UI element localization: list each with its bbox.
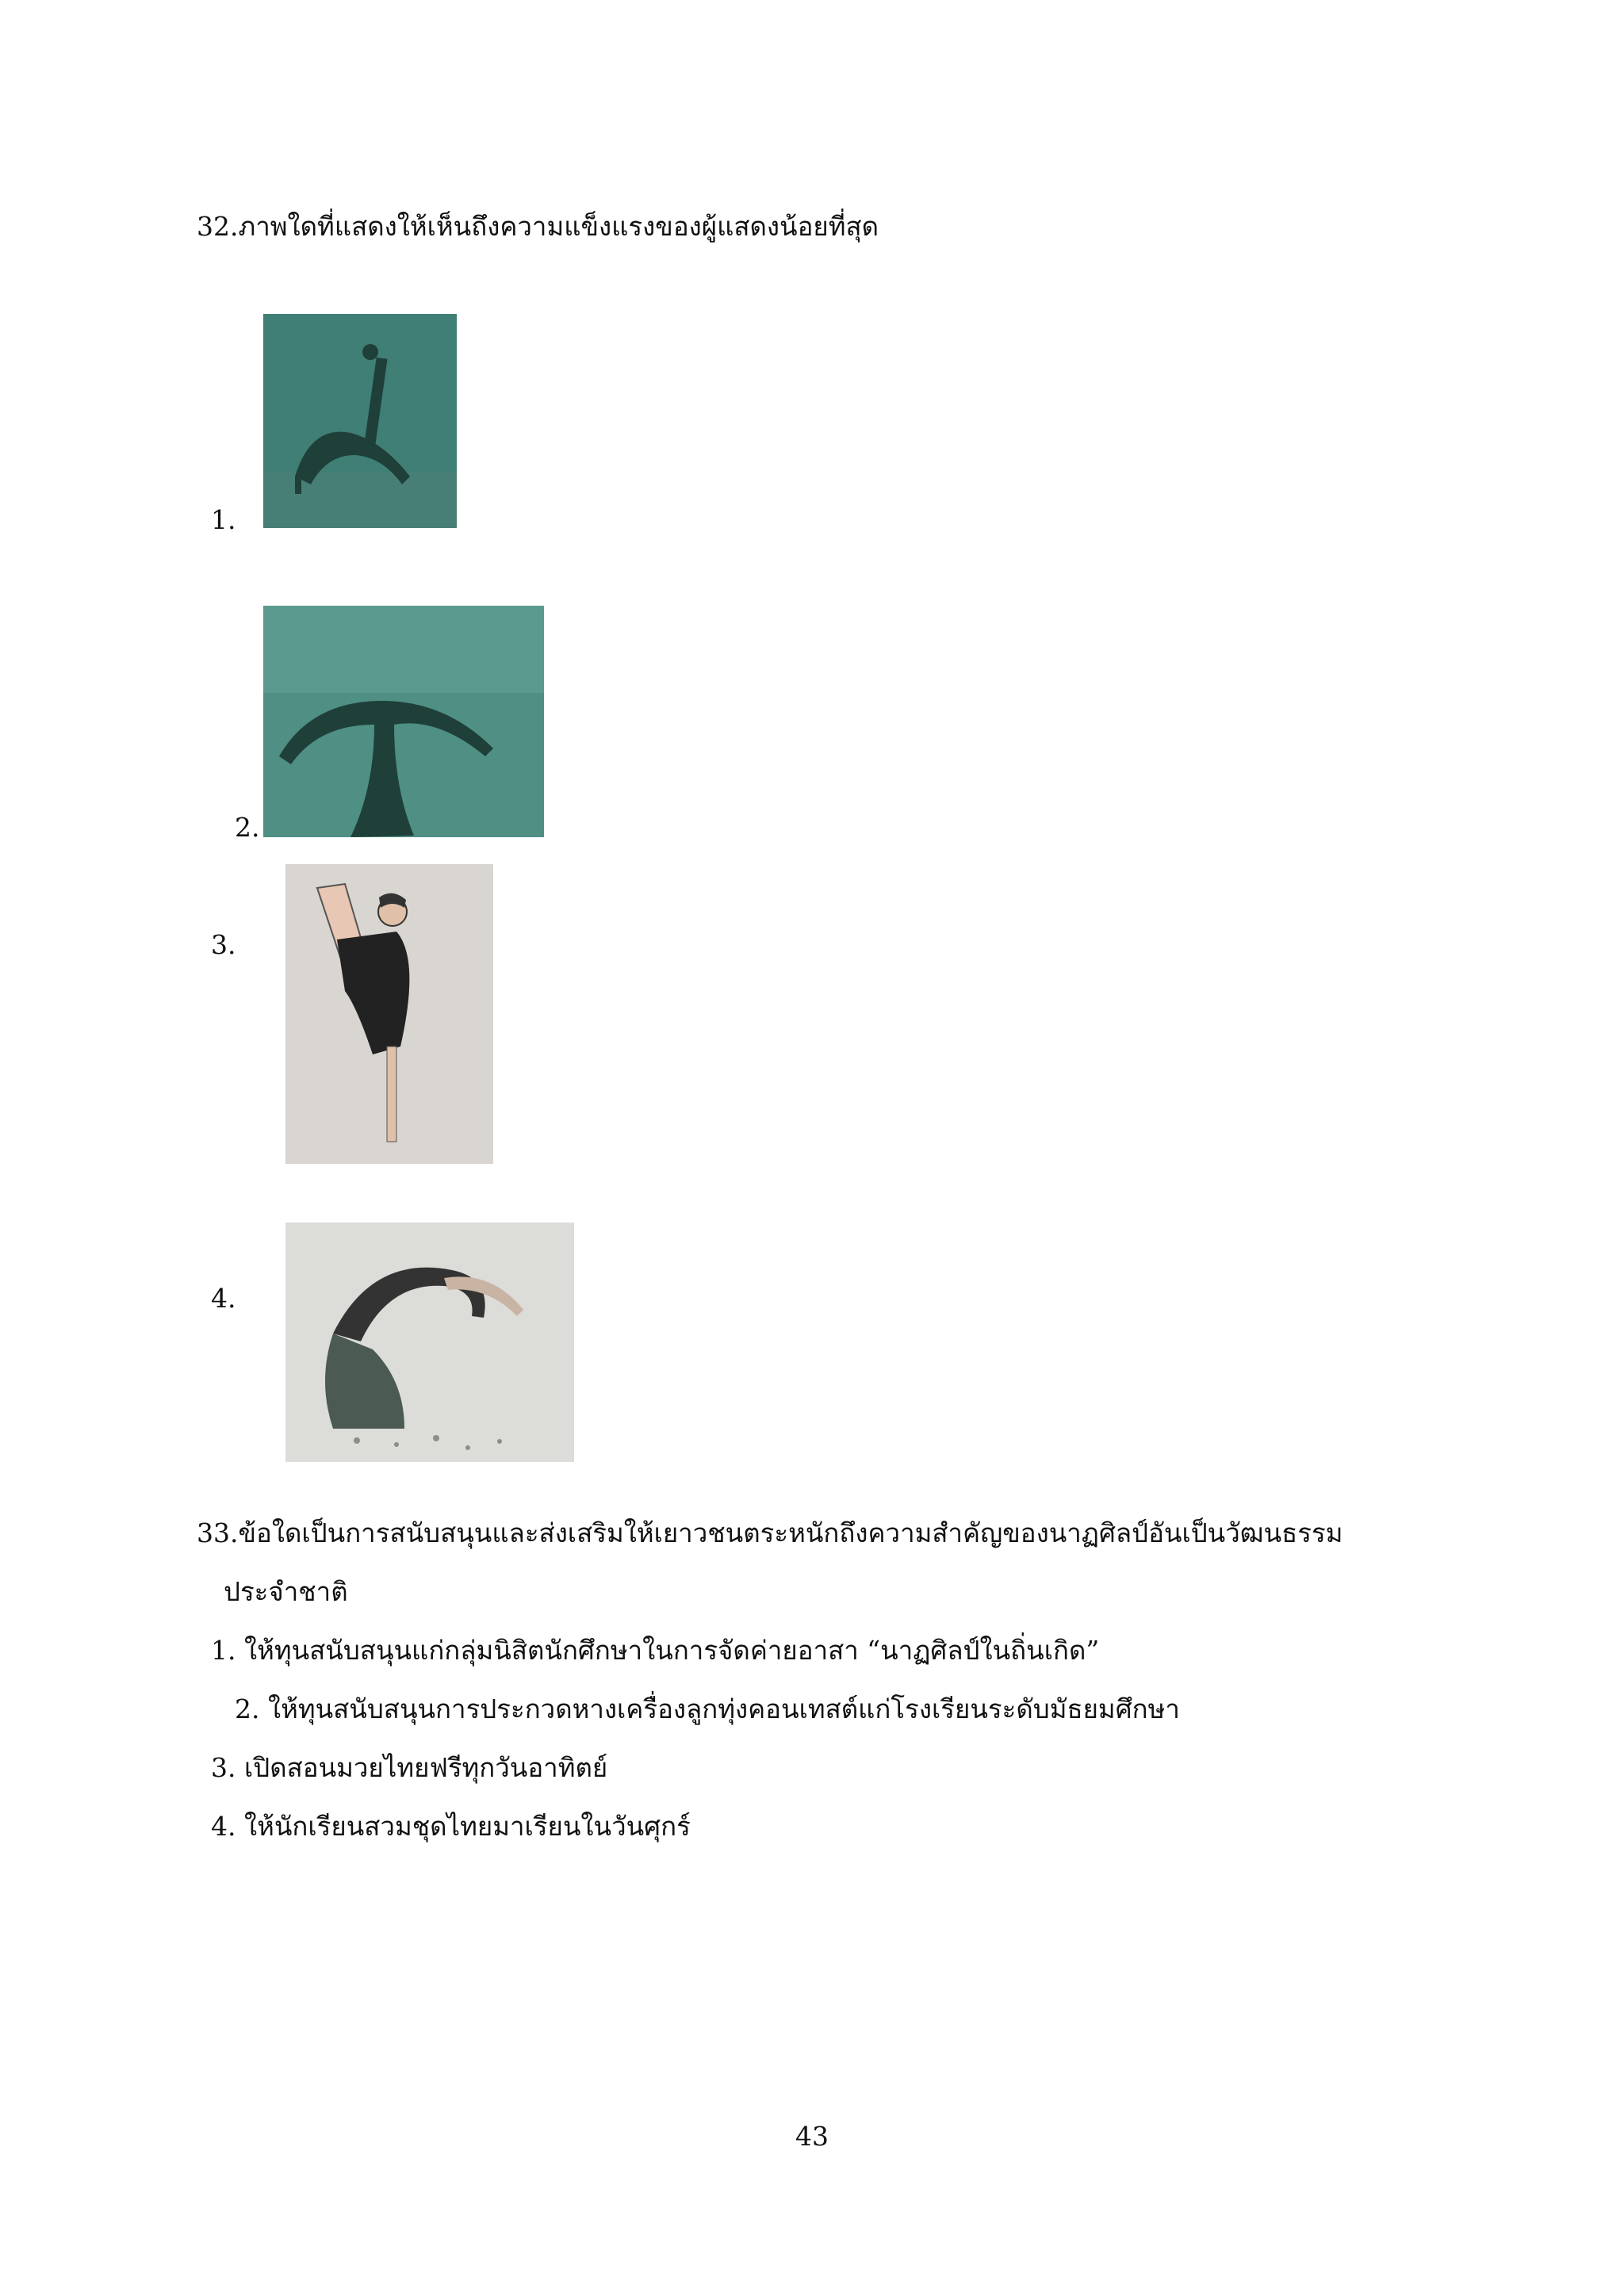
q33-choice-2[interactable]: 2. ให้ทุนสนับสนุนการประกวดหางเครื่องลูกทุ่งคอนเทสต์แก่โรงเรียนระดับมัธยมศึกษา — [235, 1693, 1180, 1724]
page-number: 43 — [795, 2121, 829, 2152]
question-33-text: 33.ข้อใดเป็นการสนับสนุนและส่งเสริมให้เยาวชนตระหนักถึงความสำคัญของนาฏศิลป์อันเป็นวัฒนธรรม — [197, 1517, 1343, 1548]
question-33-text-continued: ประจำชาติ — [224, 1576, 348, 1607]
choice-label-1: 1. — [211, 504, 236, 535]
dance-photo-3[interactable] — [285, 864, 493, 1164]
q33-choice-4[interactable]: 4. ให้นักเรียนสวมชุดไทยมาเรียนในวันศุกร์ — [211, 1811, 691, 1842]
choice-label-4: 4. — [211, 1283, 236, 1314]
dance-photo-1[interactable] — [263, 314, 457, 528]
dance-photo-2[interactable] — [263, 606, 544, 837]
dance-photo-4[interactable] — [285, 1223, 574, 1462]
choice-label-2: 2. — [235, 812, 260, 843]
q33-choice-1[interactable]: 1. ให้ทุนสนับสนุนแก่กลุ่มนิสิตนักศึกษาในการจัดค่ายอาสา “นาฏศิลป์ในถิ่นเกิด” — [211, 1635, 1100, 1666]
q33-choice-3[interactable]: 3. เปิดสอนมวยไทยฟรีทุกวันอาทิตย์ — [211, 1752, 608, 1783]
choice-label-3: 3. — [211, 929, 236, 960]
question-32-text: 32.ภาพใดที่แสดงให้เห็นถึงความแข็งแรงของผู้แสดงน้อยที่สุด — [197, 211, 879, 242]
